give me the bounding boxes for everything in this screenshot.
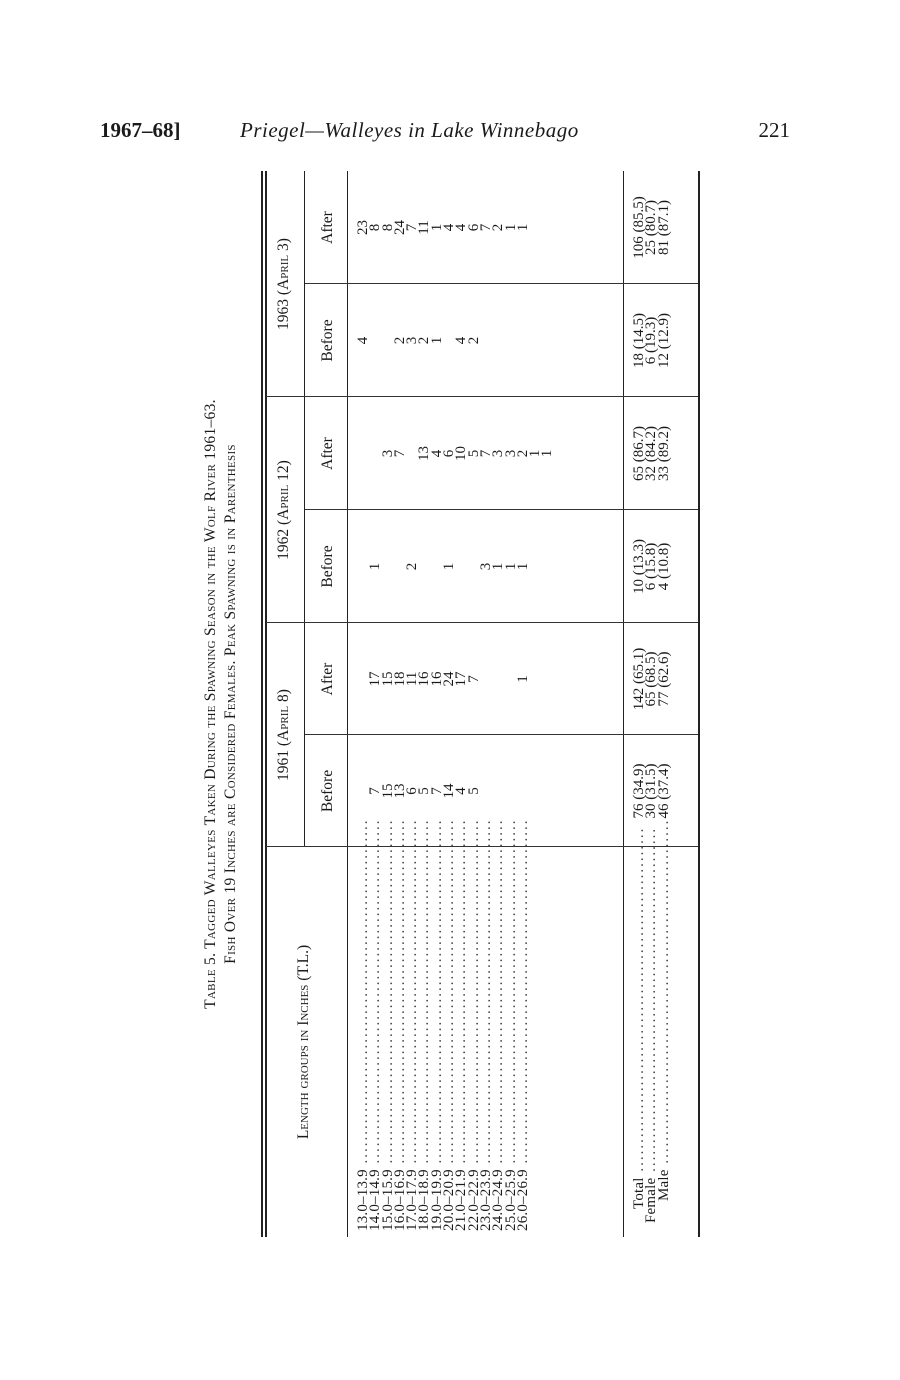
year-1963-header: 1963 (April 3) bbox=[275, 238, 292, 330]
rule-under-body bbox=[623, 171, 624, 1237]
table-cell: 14 bbox=[441, 783, 458, 799]
before-1962-header: Before bbox=[319, 545, 336, 588]
table-cell: 24 bbox=[391, 220, 408, 235]
total-cell: 106 (85.5) bbox=[631, 196, 647, 259]
total-cell: 6 (19.3) bbox=[643, 316, 660, 365]
table-cell: 1 bbox=[502, 562, 519, 571]
table-cell: 7 bbox=[477, 223, 494, 232]
column-1962-after bbox=[357, 407, 554, 500]
table-cell: 3 bbox=[379, 449, 396, 458]
leader-dots: ............................................................ bbox=[355, 818, 371, 1170]
leader-dots: ............................................................ bbox=[655, 818, 672, 1170]
table-cell: 2 bbox=[404, 562, 421, 571]
length-group-header: Length groups in Inches (T.L.) bbox=[295, 944, 312, 1140]
before-1961-header: Before bbox=[319, 769, 336, 813]
table-cell: 5 bbox=[465, 449, 482, 458]
row-label-text: 23.0–23.9 bbox=[477, 1169, 494, 1231]
before-1963-header: Before bbox=[319, 319, 336, 362]
table-cell: 2 bbox=[416, 336, 433, 345]
totals-1961-before bbox=[633, 741, 670, 841]
rule-top-2 bbox=[265, 171, 267, 1237]
column-1963-before bbox=[357, 294, 554, 387]
column-1962-before bbox=[357, 520, 554, 613]
leader-dots: ............................................................ bbox=[465, 818, 482, 1170]
table-cell: 7 bbox=[477, 449, 494, 458]
row-label-text: 13.0–13.9 bbox=[355, 1169, 371, 1231]
leader-dots: ............................................................ bbox=[391, 818, 408, 1170]
total-cell: 10 (13.3) bbox=[631, 539, 647, 594]
row-label-text: 15.0–15.9 bbox=[379, 1169, 396, 1231]
leader-dots: ............................................................ bbox=[643, 826, 660, 1178]
table-cell: 11 bbox=[404, 671, 421, 687]
column-1963-after bbox=[357, 181, 554, 274]
leader-dots: ............................................................ bbox=[453, 818, 470, 1170]
totals-1963-before bbox=[633, 290, 670, 391]
table-cell: 2 bbox=[514, 449, 531, 458]
table-cell: 6 bbox=[404, 787, 421, 795]
vrule-1962-split bbox=[305, 509, 698, 510]
table-cell: 17 bbox=[453, 671, 470, 687]
total-label-text: Female bbox=[643, 1177, 660, 1223]
rule-bottom bbox=[698, 171, 700, 1237]
total-row-label bbox=[655, 818, 672, 1231]
table-cell bbox=[541, 745, 553, 837]
total-cell: 6 (15.8) bbox=[643, 542, 660, 591]
table-cell: 23 bbox=[355, 220, 371, 235]
table-cell: 24 bbox=[441, 671, 458, 687]
table-cell: 1 bbox=[367, 562, 384, 571]
table-cell: 6 bbox=[465, 223, 482, 232]
table-cell: 1 bbox=[539, 449, 556, 458]
after-1962-header: After bbox=[319, 437, 336, 470]
total-cell: 12 (12.9) bbox=[655, 313, 672, 368]
table-cell: 3 bbox=[477, 562, 494, 571]
totals-1961-after bbox=[633, 629, 670, 729]
caption-line-2: Fish Over 19 Inches are Considered Females. Peak Spawning is in Parenthesis bbox=[222, 444, 239, 964]
table-cell: 4 bbox=[453, 787, 470, 795]
column-1961-before bbox=[357, 745, 554, 837]
total-label-text: Male bbox=[655, 1169, 672, 1201]
table-cell: 1 bbox=[428, 223, 445, 232]
table-cell: 15 bbox=[379, 671, 396, 687]
row-label bbox=[514, 818, 531, 1231]
table-cell: 1 bbox=[514, 675, 531, 683]
table-cell: 4 bbox=[453, 223, 470, 232]
table-cell: 1 bbox=[514, 223, 531, 232]
table-cell: 16 bbox=[428, 671, 445, 687]
row-label-text: 14.0–14.9 bbox=[367, 1169, 384, 1231]
table-cell: 2 bbox=[490, 223, 507, 232]
data-table bbox=[261, 171, 671, 1237]
table-cell: 8 bbox=[367, 223, 384, 232]
total-cell: 4 (10.8) bbox=[655, 542, 672, 591]
total-label-text: Total bbox=[631, 1177, 647, 1209]
leader-dots: ............................................................ bbox=[441, 818, 458, 1170]
year-1962-header: 1962 (April 12) bbox=[275, 460, 292, 560]
leader-dots: ............................................................ bbox=[490, 818, 507, 1170]
row-label-text: 18.0–18.9 bbox=[416, 1169, 433, 1231]
rule-under-header bbox=[347, 171, 348, 1237]
total-cell: 142 (65.1) bbox=[631, 647, 647, 711]
table-cell: 1 bbox=[490, 562, 507, 571]
total-cell: 33 (89.2) bbox=[655, 426, 672, 481]
table-cell: 7 bbox=[391, 449, 408, 458]
caption-line-1: Table 5. Tagged Walleyes Taken During the Spawning Season in the Wolf River 1961–63. bbox=[202, 399, 219, 1009]
total-cell: 18 (14.5) bbox=[631, 313, 647, 368]
table-cell: 7 bbox=[428, 787, 445, 795]
year-1961-header: 1961 (April 8) bbox=[275, 689, 292, 781]
table-cell: 7 bbox=[367, 787, 384, 795]
column-1961-after bbox=[357, 633, 554, 725]
table-cell bbox=[541, 294, 553, 387]
table-cell: 7 bbox=[404, 223, 421, 232]
table-cell: 4 bbox=[441, 223, 458, 232]
running-head-volume: 1967–68] bbox=[100, 118, 181, 142]
total-cell: 65 (86.7) bbox=[631, 426, 647, 481]
leader-dots: ............................................................ bbox=[404, 818, 421, 1170]
table-caption bbox=[201, 171, 241, 1237]
table-cell: 1 bbox=[428, 336, 445, 345]
table-cell: 10 bbox=[453, 446, 470, 461]
table-cell: 3 bbox=[404, 336, 421, 345]
table-cell: 2 bbox=[465, 336, 482, 345]
totals-1962-before bbox=[633, 516, 670, 617]
table-cell bbox=[541, 181, 553, 274]
row-labels bbox=[355, 818, 554, 1231]
leader-dots: ............................................................ bbox=[514, 818, 531, 1170]
table-cell bbox=[541, 520, 553, 613]
table-cell: 11 bbox=[416, 220, 433, 235]
table-cell: 7 bbox=[465, 675, 482, 683]
leader-dots: ............................................................ bbox=[367, 818, 384, 1170]
table-cell bbox=[541, 633, 553, 725]
rule-top-1 bbox=[261, 171, 263, 1237]
row-label-text: 26.0–26.9 bbox=[514, 1169, 531, 1231]
total-cell: 25 (80.7) bbox=[643, 200, 660, 255]
table-cell: 5 bbox=[416, 787, 433, 795]
row-label bbox=[541, 861, 553, 1231]
table-cell: 3 bbox=[502, 449, 519, 458]
row-label-text: 22.0–22.9 bbox=[465, 1169, 482, 1231]
table-cell: 4 bbox=[453, 336, 470, 345]
row-label bbox=[529, 861, 541, 1231]
vrule-1963-split bbox=[305, 283, 698, 284]
leader-dots: ............................................................ bbox=[477, 818, 494, 1170]
total-cell: 76 (34.9) bbox=[631, 763, 647, 819]
table-cell: 1 bbox=[502, 223, 519, 232]
row-label-text: 24.0–24.9 bbox=[490, 1169, 507, 1231]
running-head bbox=[100, 118, 790, 148]
table-cell: 5 bbox=[465, 787, 482, 795]
leader-dots: ............................................................ bbox=[428, 818, 445, 1170]
total-cell: 32 (84.2) bbox=[643, 426, 660, 481]
table-cell: 8 bbox=[379, 223, 396, 232]
leader-dots: ............................................................ bbox=[502, 818, 519, 1170]
totals-1963-after bbox=[633, 177, 670, 278]
table-cell: 13 bbox=[391, 783, 408, 799]
table-cell: 17 bbox=[367, 671, 384, 687]
table-cell: 18 bbox=[391, 671, 408, 687]
row-label-text: 16.0–16.9 bbox=[391, 1169, 408, 1231]
table-cell: 1 bbox=[527, 449, 544, 458]
leader-dots: ............................................................ bbox=[631, 826, 647, 1178]
rotated-table-block bbox=[201, 171, 681, 1237]
table-cell: 3 bbox=[490, 449, 507, 458]
total-cell: 77 (62.6) bbox=[655, 651, 672, 707]
table-cell: 4 bbox=[355, 336, 371, 345]
table-cell: 15 bbox=[379, 783, 396, 799]
row-label-text: 19.0–19.9 bbox=[428, 1169, 445, 1231]
total-cell: 30 (31.5) bbox=[643, 763, 660, 819]
vrule-1961-split bbox=[305, 734, 698, 735]
table-cell: 1 bbox=[441, 562, 458, 571]
row-label-text: 25.0–25.9 bbox=[502, 1169, 519, 1231]
totals-1962-after bbox=[633, 403, 670, 504]
table-cell: 1 bbox=[514, 562, 531, 571]
table-cell: 4 bbox=[428, 449, 445, 458]
table-cell: 6 bbox=[441, 449, 458, 458]
row-label-text: 20.0–20.9 bbox=[441, 1169, 458, 1231]
total-cell: 65 (68.5) bbox=[643, 651, 660, 707]
leader-dots: ............................................................ bbox=[416, 818, 433, 1170]
after-1963-header: After bbox=[319, 211, 336, 244]
page-number: 221 bbox=[758, 118, 790, 142]
table-cell: 13 bbox=[416, 446, 433, 461]
table-cell: 16 bbox=[416, 671, 433, 687]
total-cell: 46 (37.4) bbox=[655, 763, 672, 819]
after-1961-header: After bbox=[319, 662, 336, 696]
total-labels bbox=[631, 818, 672, 1231]
running-head-title: Priegel—Walleyes in Lake Winnebago bbox=[240, 118, 579, 142]
row-label-text: 21.0–21.9 bbox=[453, 1169, 470, 1231]
leader-dots: ............................................................ bbox=[379, 818, 396, 1170]
table-cell: 2 bbox=[391, 336, 408, 345]
row-label-text: 17.0–17.9 bbox=[404, 1169, 421, 1231]
total-cell: 81 (87.1) bbox=[655, 200, 672, 255]
